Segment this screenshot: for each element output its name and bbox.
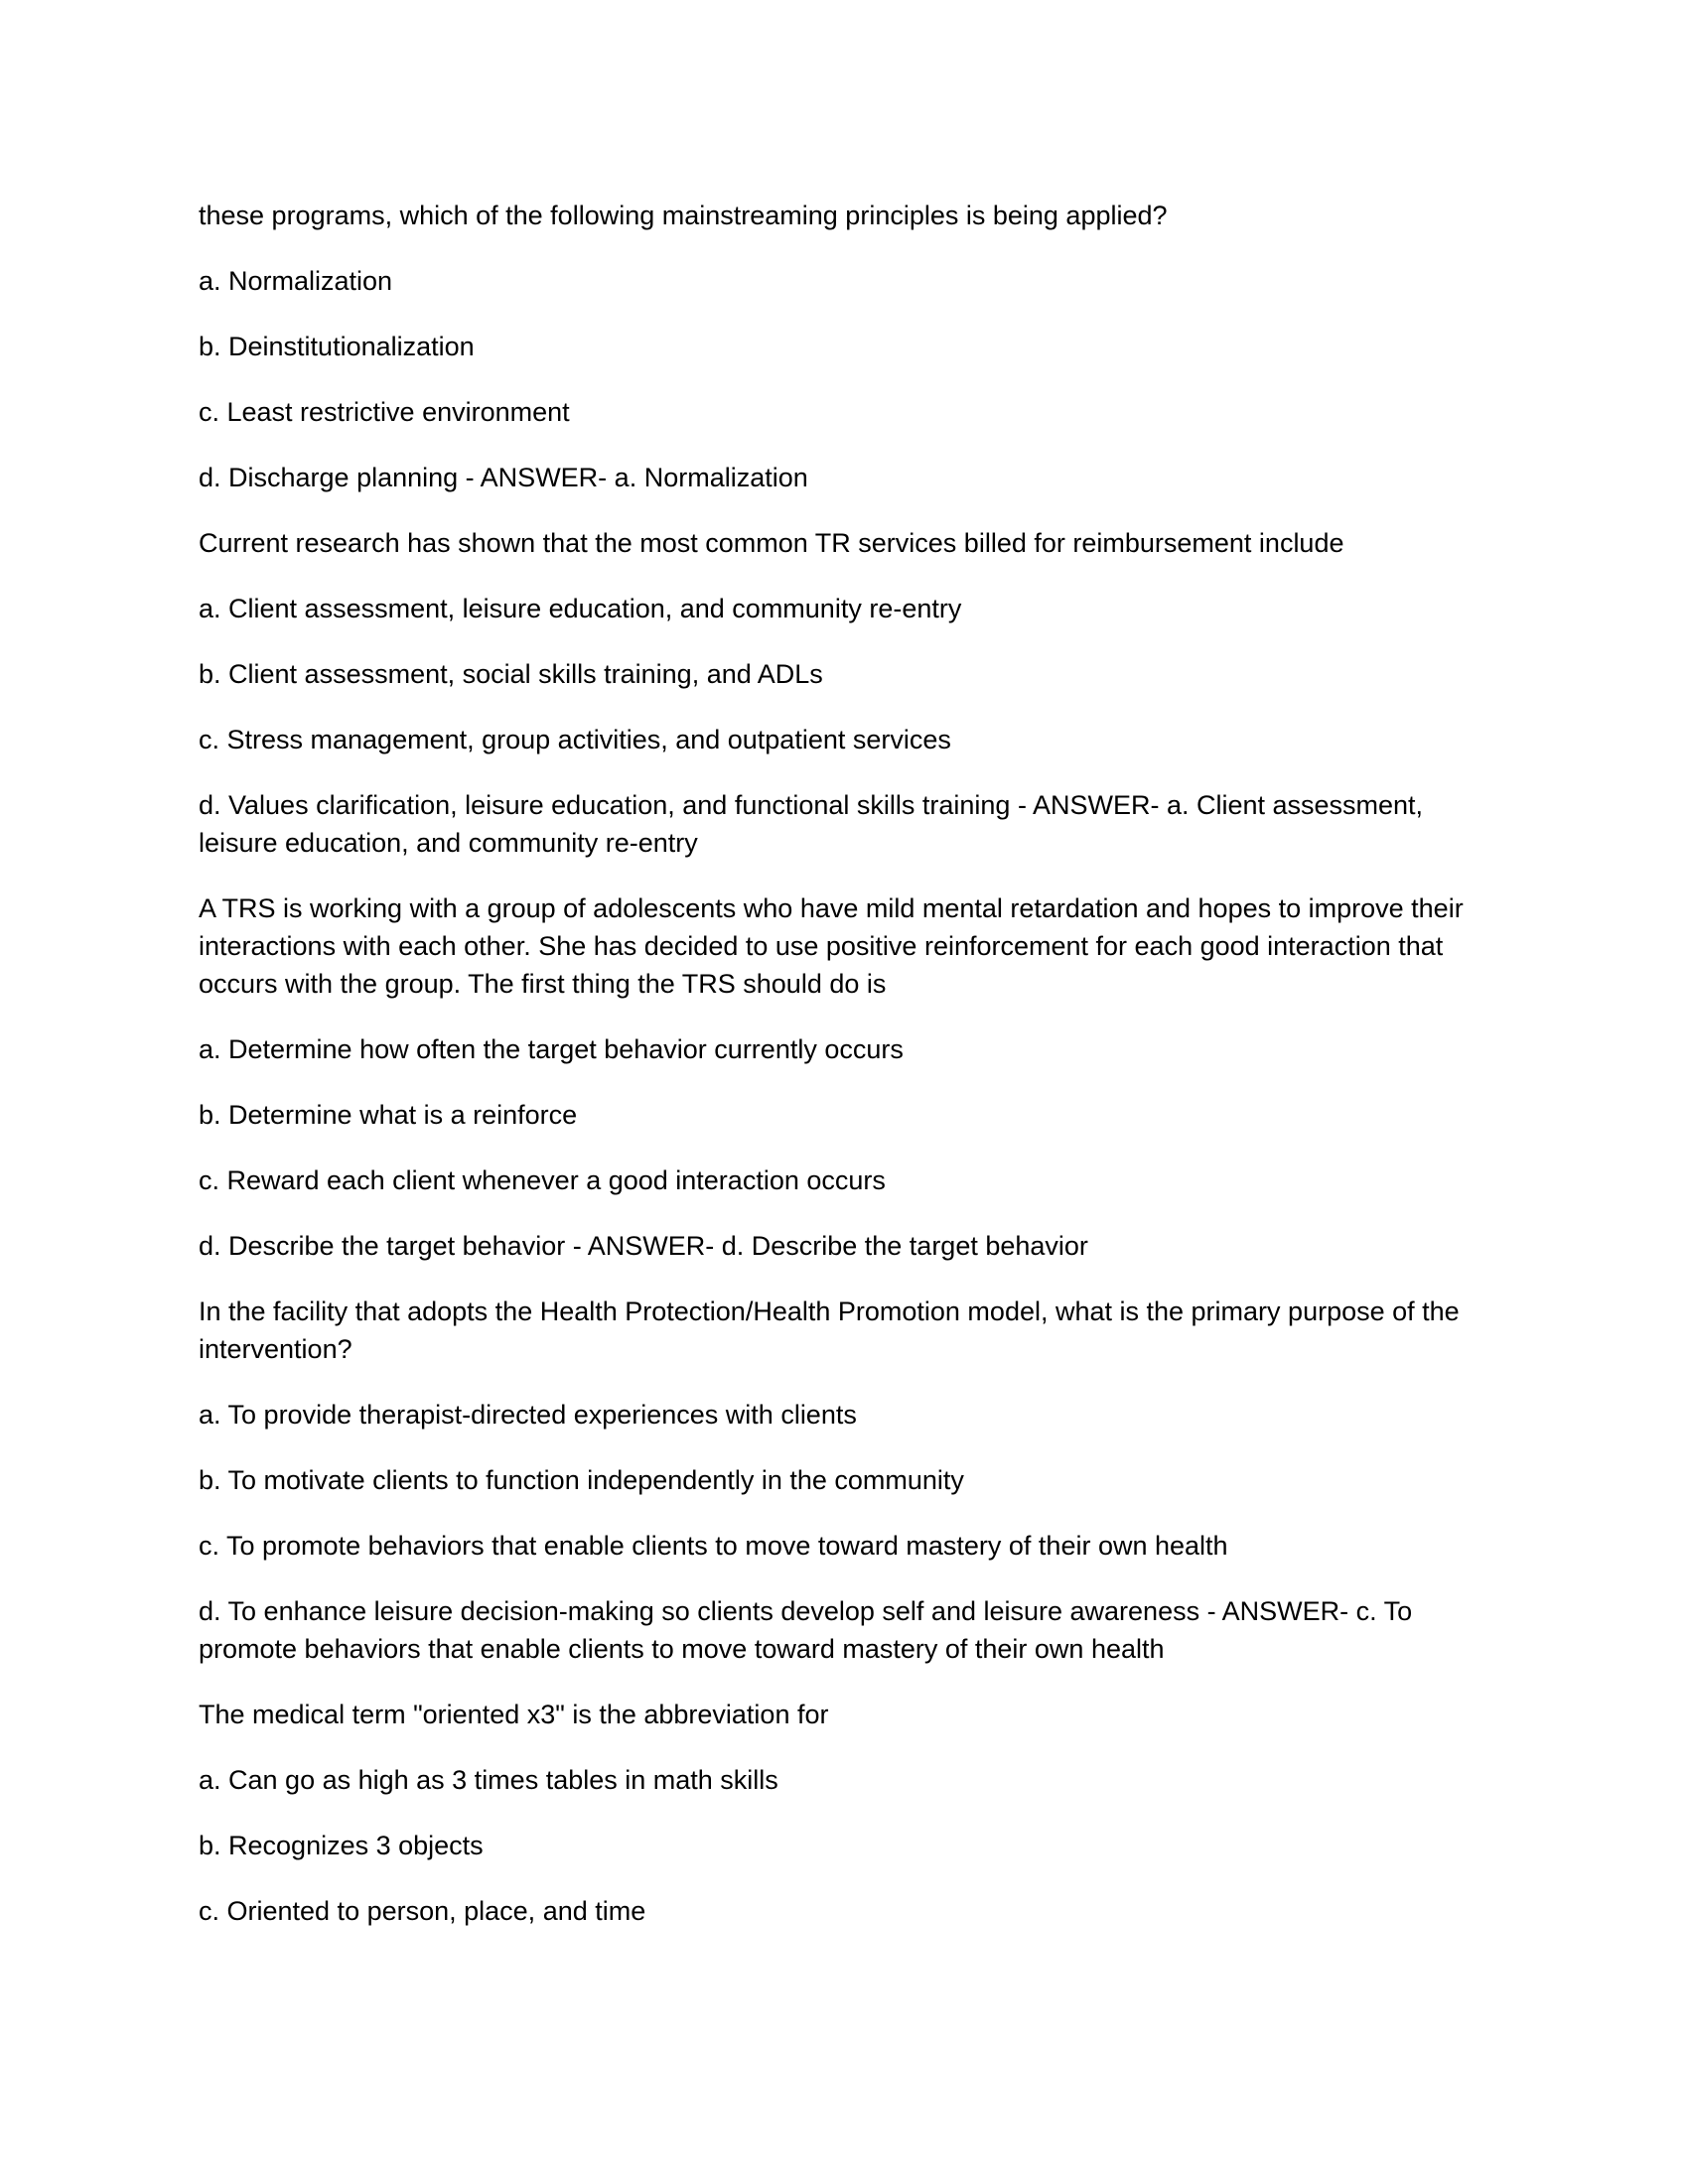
answer-option: a. To provide therapist-directed experiences with clients	[199, 1400, 857, 1430]
answer-option-with-key: d. Discharge planning - ANSWER- a. Normalization	[199, 463, 808, 492]
answer-option: b. Recognizes 3 objects	[199, 1831, 484, 1860]
answer-option: b. To motivate clients to function independently in the community	[199, 1465, 964, 1495]
answer-option: c. Oriented to person, place, and time	[199, 1896, 646, 1926]
question-continuation: these programs, which of the following mainstreaming principles is being applied?	[199, 201, 1168, 230]
answer-option: b. Client assessment, social skills training, and ADLs	[199, 659, 823, 689]
question-text: Current research has shown that the most common TR services billed for reimbursement include	[199, 528, 1344, 558]
answer-option: c. Reward each client whenever a good interaction occurs	[199, 1165, 886, 1195]
document-body	[199, 197, 1489, 1958]
answer-option: b. Deinstitutionalization	[199, 332, 475, 361]
question-text: The medical term "oriented x3" is the abbreviation for	[199, 1700, 829, 1729]
answer-option-with-key: d. Describe the target behavior - ANSWER- d. Describe the target behavior	[199, 1231, 1088, 1261]
answer-option: c. To promote behaviors that enable clients to move toward mastery of their own health	[199, 1531, 1228, 1561]
answer-option-with-key: d. Values clarification, leisure education, and functional skills training - ANSWER- a. Client assessment, leisure education, and community re-entry	[199, 790, 1424, 858]
answer-option: b. Determine what is a reinforce	[199, 1100, 578, 1130]
answer-option: c. Stress management, group activities, and outpatient services	[199, 725, 951, 754]
answer-option: a. Client assessment, leisure education, and community re-entry	[199, 594, 962, 623]
answer-option: c. Least restrictive environment	[199, 397, 570, 427]
question-text: In the facility that adopts the Health Protection/Health Promotion model, what is the primary purpose of the intervention?	[199, 1297, 1460, 1364]
question-text: A TRS is working with a group of adolescents who have mild mental retardation and hopes to improve their interactions with each other. She has decided to use positive reinforcement for each good interaction that occurs with the group. The first thing the TRS should do is	[199, 893, 1464, 999]
answer-option: a. Normalization	[199, 266, 393, 296]
answer-option-with-key: d. To enhance leisure decision-making so clients develop self and leisure awareness - ANSWER- c. To promote behaviors that enable clients to move toward mastery of their own health	[199, 1596, 1413, 1664]
answer-option: a. Determine how often the target behavior currently occurs	[199, 1034, 904, 1064]
answer-option: a. Can go as high as 3 times tables in math skills	[199, 1765, 778, 1795]
